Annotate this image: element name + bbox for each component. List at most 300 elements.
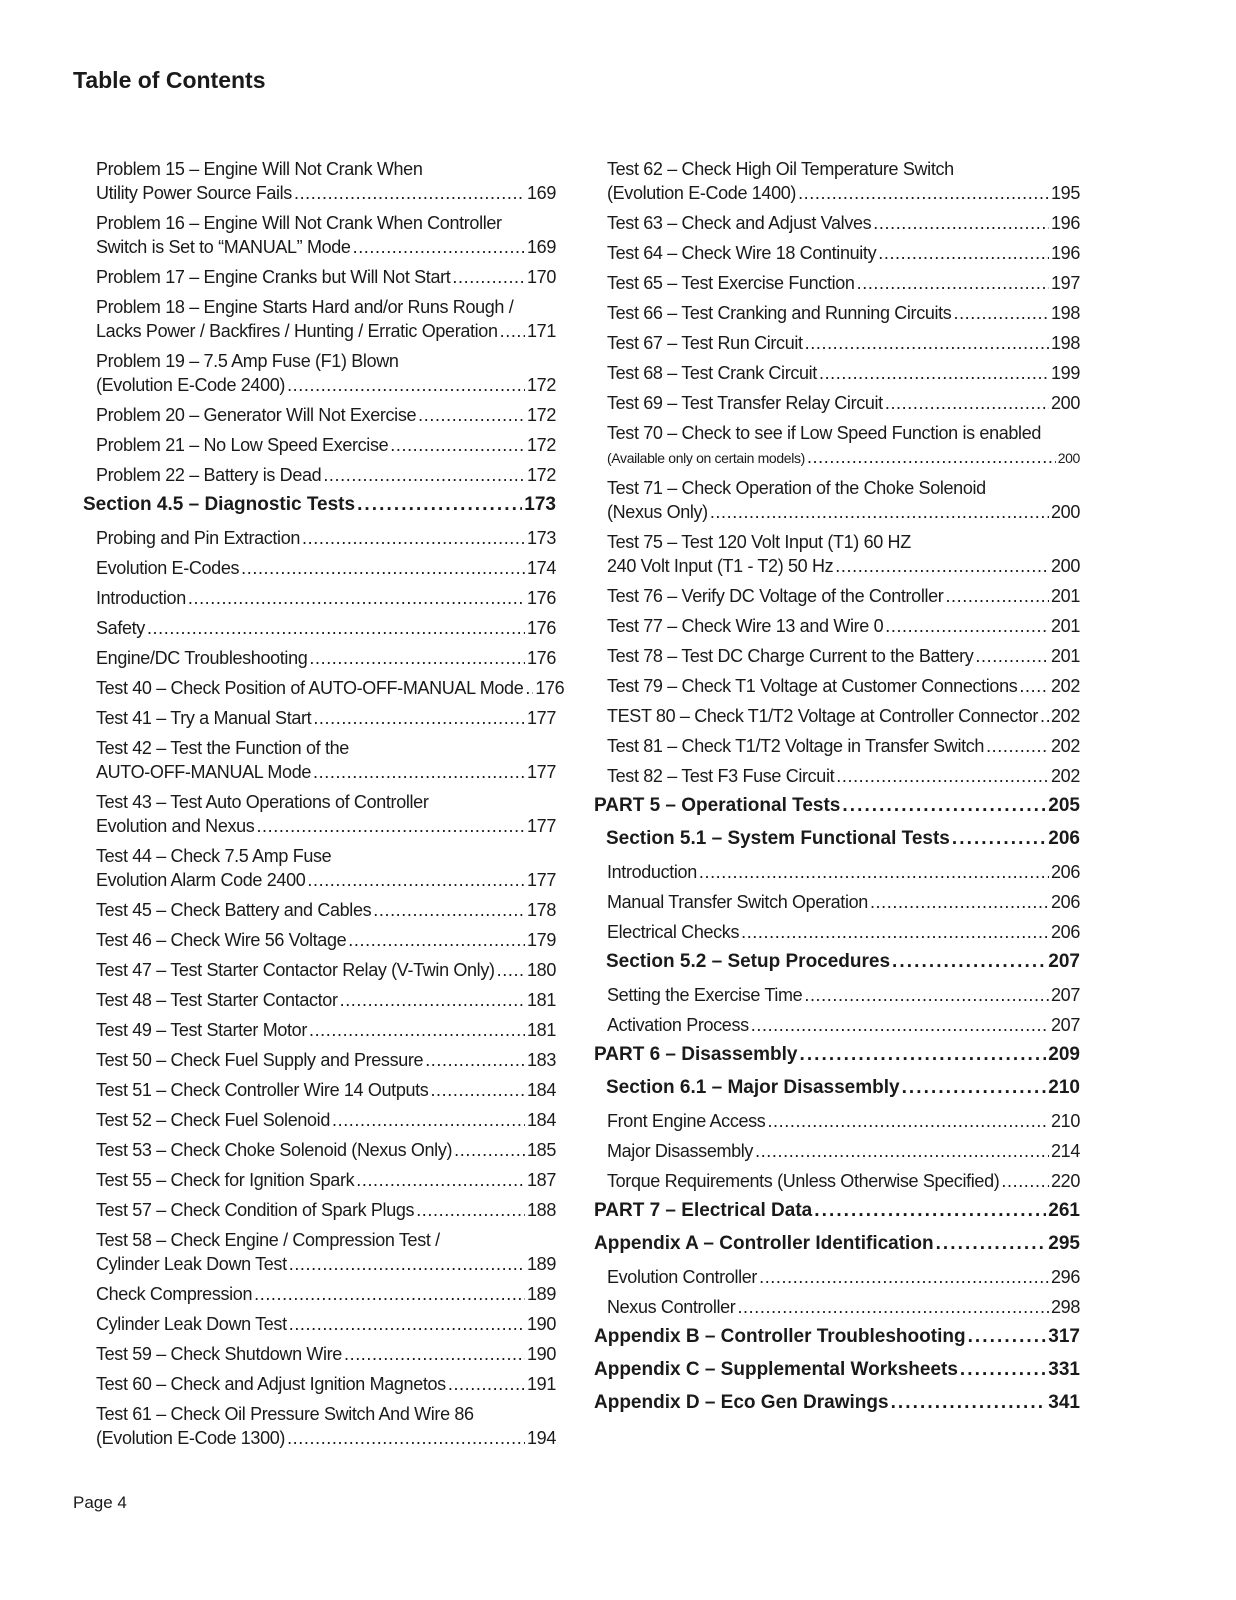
toc-entry-line <box>607 920 1080 944</box>
dot-leader <box>188 586 525 610</box>
toc-entry-title: Section 4.5 – Diagnostic Tests <box>83 494 356 515</box>
toc-page-number: 184 <box>527 1080 556 1100</box>
toc-page-number: 169 <box>527 237 556 257</box>
toc-page-number: 206 <box>1048 828 1080 849</box>
toc-entry[interactable] <box>83 616 556 640</box>
toc-page-number: 176 <box>527 648 556 668</box>
toc-page-number: 189 <box>527 1284 556 1304</box>
toc-page-number: 202 <box>1051 676 1080 696</box>
dot-leader <box>348 928 525 952</box>
dot-leader <box>294 181 525 205</box>
toc-page-number: 176 <box>527 588 556 608</box>
toc-entry-title: Test 50 – Check Fuel Supply and Pressure <box>96 1050 424 1070</box>
toc-entry-title-line: Test 42 – Test the Function of the <box>96 738 349 758</box>
toc-entry-line <box>96 958 556 982</box>
dot-leader <box>454 1138 525 1162</box>
dot-leader <box>945 584 1049 608</box>
toc-entry-title: Section 5.1 – System Functional Tests <box>606 828 950 849</box>
dot-leader <box>313 760 525 784</box>
toc-entry[interactable] <box>594 476 1080 524</box>
toc-entry[interactable] <box>594 421 1080 470</box>
toc-entry[interactable] <box>83 790 556 838</box>
toc-entry[interactable] <box>594 920 1080 944</box>
dot-leader <box>357 493 522 517</box>
toc-entry[interactable] <box>594 983 1080 1007</box>
toc-entry-line <box>594 1199 1080 1223</box>
toc-entry[interactable] <box>83 493 556 517</box>
toc-entry-line <box>607 764 1080 788</box>
dot-leader <box>373 898 525 922</box>
toc-entry-title: Test 55 – Check for Ignition Spark <box>96 1170 355 1190</box>
toc-entry[interactable] <box>83 556 556 580</box>
toc-entry-line <box>96 319 556 343</box>
dot-leader <box>241 556 525 580</box>
dot-leader <box>425 1048 525 1072</box>
toc-entry[interactable] <box>594 391 1080 415</box>
toc-page-number: 200 <box>1051 393 1080 413</box>
toc-entry[interactable] <box>594 584 1080 608</box>
toc-entry-title: Problem 22 – Battery is Dead <box>96 465 322 485</box>
toc-entry-line <box>96 706 556 730</box>
dot-leader <box>340 988 525 1012</box>
toc-page-number: 185 <box>527 1140 556 1160</box>
toc-entry[interactable] <box>83 676 565 700</box>
toc-entry-title: Switch is Set to “MANUAL” Mode <box>96 237 351 257</box>
toc-entry[interactable] <box>594 950 1080 974</box>
toc-entry[interactable] <box>83 157 556 205</box>
toc-entry[interactable] <box>594 1232 1080 1256</box>
dot-leader <box>332 1108 525 1132</box>
toc-entry-title-line: Problem 18 – Engine Starts Hard and/or Runs Rough / <box>96 297 514 317</box>
toc-entry-title: Test 57 – Check Condition of Spark Plugs <box>96 1200 415 1220</box>
toc-entry-title: Test 65 – Test Exercise Function <box>607 273 855 293</box>
toc-entry-title: Appendix B – Controller Troubleshooting <box>594 1326 966 1347</box>
toc-entry-line <box>607 1265 1080 1289</box>
toc-entry-line <box>607 983 1080 1007</box>
toc-page-number: 201 <box>1051 616 1080 636</box>
toc-entry-line <box>96 676 565 700</box>
toc-entry-title-line: Test 62 – Check High Oil Temperature Switch <box>607 159 954 179</box>
toc-entry-line <box>607 1013 1080 1037</box>
dot-leader <box>799 1043 1046 1067</box>
toc-entry-line <box>607 500 1080 524</box>
dot-leader <box>1040 704 1049 728</box>
toc-entry[interactable] <box>594 1139 1080 1163</box>
toc-entry-title: Lacks Power / Backfires / Hunting / Erratic Operation <box>96 321 498 341</box>
toc-entry-title: Test 82 – Test F3 Fuse Circuit <box>607 766 835 786</box>
toc-entry-title: Test 59 – Check Shutdown Wire <box>96 1344 342 1364</box>
toc-entry[interactable] <box>83 646 556 670</box>
dot-leader <box>892 950 1046 974</box>
toc-entry[interactable] <box>594 734 1080 758</box>
dot-leader <box>323 463 525 487</box>
dot-leader <box>254 1282 525 1306</box>
toc-entry[interactable] <box>83 1312 556 1336</box>
toc-entry-line <box>96 814 556 838</box>
dot-leader <box>873 211 1049 235</box>
toc-page-number: 220 <box>1051 1171 1080 1191</box>
toc-entry-line <box>96 988 556 1012</box>
toc-entry-line <box>96 1342 556 1366</box>
toc-entry-title: (Nexus Only) <box>607 502 708 522</box>
dot-leader <box>968 1325 1047 1349</box>
toc-entry-title: Evolution and Nexus <box>96 816 255 836</box>
toc-entry-line <box>96 760 556 784</box>
toc-entry-title: Introduction <box>96 588 186 608</box>
toc-entry-line <box>607 301 1080 325</box>
toc-entry-title: Test 45 – Check Battery and Cables <box>96 900 372 920</box>
toc-entry-line <box>594 794 1080 818</box>
toc-page-number: 206 <box>1051 862 1080 882</box>
toc-entry-line <box>606 1076 1080 1100</box>
toc-page-number: 187 <box>527 1170 556 1190</box>
toc-page-number: 197 <box>1051 273 1080 293</box>
toc-entry-title: Test 78 – Test DC Charge Current to the Battery <box>607 646 974 666</box>
dot-leader <box>356 1168 525 1192</box>
toc-entry[interactable] <box>83 211 556 259</box>
toc-entry-line <box>83 493 556 517</box>
toc-page-number: 202 <box>1051 766 1080 786</box>
dot-leader <box>751 1013 1049 1037</box>
toc-entry-title: Test 68 – Test Crank Circuit <box>607 363 817 383</box>
toc-entry-line <box>594 1391 1080 1415</box>
toc-entry[interactable] <box>594 1358 1080 1382</box>
toc-entry-title: Test 47 – Test Starter Contactor Relay (V-Twin Only) <box>96 960 495 980</box>
toc-entry-title: Safety <box>96 618 145 638</box>
dot-leader <box>416 1198 525 1222</box>
toc-entry-line <box>96 868 556 892</box>
toc-entry-title: (Evolution E-Code 2400) <box>96 375 286 395</box>
toc-entry-line <box>96 1426 556 1450</box>
toc-page-number: 179 <box>527 930 556 950</box>
toc-entry-title: Cylinder Leak Down Test <box>96 1314 287 1334</box>
toc-entry-line <box>96 373 556 397</box>
toc-page-number: 201 <box>1051 586 1080 606</box>
toc-entry[interactable] <box>83 1048 556 1072</box>
dot-leader <box>814 1199 1046 1223</box>
toc-entry-title: Evolution Controller <box>607 1267 758 1287</box>
toc-entry[interactable] <box>83 1108 556 1132</box>
dot-leader <box>960 1358 1046 1382</box>
toc-page-number: 169 <box>527 183 556 203</box>
toc-page-number: 181 <box>527 1020 556 1040</box>
toc-entry[interactable] <box>83 349 556 397</box>
toc-entry-title: Setting the Exercise Time <box>607 985 803 1005</box>
toc-entry-title-line: Problem 16 – Engine Will Not Crank When Controller <box>96 213 502 233</box>
toc-entry-line <box>607 331 1080 355</box>
dot-leader <box>448 1372 525 1396</box>
toc-entry-line <box>594 1043 1080 1067</box>
dot-leader <box>353 235 525 259</box>
dot-leader <box>835 554 1049 578</box>
toc-entry-line <box>96 556 556 580</box>
toc-entry[interactable] <box>83 1228 556 1276</box>
dot-leader <box>798 181 1049 205</box>
toc-entry-title: Utility Power Source Fails <box>96 183 292 203</box>
toc-entry-line <box>607 704 1080 728</box>
toc-entry[interactable] <box>594 674 1080 698</box>
toc-entry-title: Test 49 – Test Starter Motor <box>96 1020 307 1040</box>
toc-entry[interactable] <box>594 1199 1080 1223</box>
toc-entry-line <box>607 734 1080 758</box>
toc-entry-title: Test 46 – Check Wire 56 Voltage <box>96 930 347 950</box>
toc-page-number: 173 <box>527 528 556 548</box>
toc-entry[interactable] <box>83 928 556 952</box>
toc-entry[interactable] <box>594 644 1080 668</box>
toc-right-column <box>594 157 1080 1424</box>
toc-entry-title: Test 81 – Check T1/T2 Voltage in Transfer Switch <box>607 736 985 756</box>
toc-entry[interactable] <box>83 1018 556 1042</box>
toc-entry[interactable] <box>83 958 556 982</box>
toc-entry-line <box>607 584 1080 608</box>
toc-page-number: 177 <box>527 816 556 836</box>
toc-entry-line <box>607 554 1080 578</box>
toc-entry-line <box>96 1168 556 1192</box>
toc-entry[interactable] <box>594 271 1080 295</box>
dot-leader <box>452 265 525 289</box>
toc-entry-title: Evolution Alarm Code 2400 <box>96 870 306 890</box>
toc-page-number: 295 <box>1048 1233 1080 1254</box>
dot-leader <box>309 646 525 670</box>
toc-entry-title-line: Test 75 – Test 120 Volt Input (T1) 60 HZ <box>607 532 911 552</box>
toc-entry-title: Activation Process <box>607 1015 749 1035</box>
toc-entry[interactable] <box>83 295 556 343</box>
toc-page-number: 174 <box>527 558 556 578</box>
dot-leader <box>870 890 1049 914</box>
toc-page-number: 172 <box>527 405 556 425</box>
dot-leader <box>842 794 1046 818</box>
toc-entry-line <box>594 1325 1080 1349</box>
toc-entry[interactable] <box>594 890 1080 914</box>
toc-entry[interactable] <box>594 211 1080 235</box>
toc-entry-line <box>607 271 1080 295</box>
toc-entry-title-line: Test 43 – Test Auto Operations of Controller <box>96 792 429 812</box>
toc-entry-title: Electrical Checks <box>607 922 740 942</box>
toc-entry[interactable] <box>83 586 556 610</box>
toc-entry-title: Engine/DC Troubleshooting <box>96 648 308 668</box>
toc-page-number: 170 <box>527 267 556 287</box>
toc-entry-title: TEST 80 – Check T1/T2 Voltage at Controller Connector <box>607 706 1039 726</box>
dot-leader <box>256 814 525 838</box>
toc-entry-title-line: Test 61 – Check Oil Pressure Switch And Wire 86 <box>96 1404 474 1424</box>
toc-entry-title: Test 41 – Try a Manual Start <box>96 708 312 728</box>
toc-entry-line <box>96 1078 556 1102</box>
toc-entry-line <box>96 1108 556 1132</box>
toc-page-number: 198 <box>1051 303 1080 323</box>
toc-entry-title: (Evolution E-Code 1400) <box>607 183 797 203</box>
toc-entry-line <box>96 265 556 289</box>
page-number-footer: Page 4 <box>73 1493 127 1512</box>
toc-entry-line <box>607 890 1080 914</box>
toc-entry[interactable] <box>594 1043 1080 1067</box>
toc-entry-line <box>594 1358 1080 1382</box>
toc-page-number: 207 <box>1051 985 1080 1005</box>
toc-entry-line <box>96 616 556 640</box>
toc-entry-line <box>96 1018 556 1042</box>
toc-entry[interactable] <box>83 1372 556 1396</box>
toc-entry[interactable] <box>83 1168 556 1192</box>
toc-entry-title: Cylinder Leak Down Test <box>96 1254 287 1274</box>
toc-entry[interactable] <box>594 1169 1080 1193</box>
dot-leader <box>287 1426 525 1450</box>
dot-leader <box>497 958 525 982</box>
dot-leader <box>1019 674 1049 698</box>
page-title: Table of Contents <box>73 67 266 93</box>
toc-entry-line <box>96 928 556 952</box>
toc-entry[interactable] <box>594 860 1080 884</box>
toc-entry[interactable] <box>594 241 1080 265</box>
toc-page-number: 188 <box>527 1200 556 1220</box>
toc-entry-line <box>96 181 556 205</box>
toc-entry[interactable] <box>83 1138 556 1162</box>
toc-entry[interactable] <box>83 403 556 427</box>
toc-page-number: 198 <box>1051 333 1080 353</box>
toc-entry[interactable] <box>594 704 1080 728</box>
dot-leader <box>302 526 525 550</box>
dot-leader <box>975 644 1049 668</box>
toc-entry-line <box>594 1232 1080 1256</box>
toc-entry[interactable] <box>594 1391 1080 1415</box>
toc-entry-line <box>607 860 1080 884</box>
dot-leader <box>805 331 1049 355</box>
toc-page-number: 171 <box>527 321 556 341</box>
toc-page-number: 191 <box>527 1374 556 1394</box>
toc-entry-title-line: Test 70 – Check to see if Low Speed Function is enabled <box>607 423 1042 443</box>
dot-leader <box>289 1312 525 1336</box>
toc-page-number: 317 <box>1048 1326 1080 1347</box>
toc-entry-line <box>607 1295 1080 1319</box>
toc-entry-title: Appendix C – Supplemental Worksheets <box>594 1359 958 1380</box>
dot-leader <box>755 1139 1049 1163</box>
toc-entry-title: Nexus Controller <box>607 1297 736 1317</box>
toc-entry[interactable] <box>83 844 556 892</box>
dot-leader <box>885 391 1049 415</box>
dot-leader <box>878 241 1049 265</box>
toc-entry-title: Test 67 – Test Run Circuit <box>607 333 803 353</box>
toc-entry-title-line: Test 58 – Check Engine / Compression Test / <box>96 1230 440 1250</box>
toc-entry[interactable] <box>594 530 1080 578</box>
toc-entry-title: Test 40 – Check Position of AUTO-OFF-MANUAL Mode <box>96 678 524 698</box>
toc-entry[interactable] <box>83 988 556 1012</box>
toc-page-number: 205 <box>1048 795 1080 816</box>
toc-page-number: 200 <box>1051 502 1080 522</box>
toc-entry[interactable] <box>594 331 1080 355</box>
toc-entry-title: Test 66 – Test Cranking and Running Circuits <box>607 303 952 323</box>
toc-entry-line <box>96 1048 556 1072</box>
toc-entry[interactable] <box>594 301 1080 325</box>
toc-entry-title: Test 63 – Check and Adjust Valves <box>607 213 872 233</box>
toc-entry[interactable] <box>83 1402 556 1450</box>
toc-page-number: 200 <box>1051 556 1080 576</box>
toc-entry-title: Test 48 – Test Starter Contactor <box>96 990 338 1010</box>
dot-leader <box>699 860 1049 884</box>
toc-entry-title: Section 6.1 – Major Disassembly <box>606 1077 900 1098</box>
toc-entry[interactable] <box>594 1265 1080 1289</box>
dot-leader <box>710 500 1049 524</box>
toc-entry[interactable] <box>594 794 1080 818</box>
toc-entry[interactable] <box>83 1198 556 1222</box>
toc-entry-title: PART 7 – Electrical Data <box>594 1200 813 1221</box>
toc-entry[interactable] <box>83 1342 556 1366</box>
toc-entry[interactable] <box>83 706 556 730</box>
toc-entry-line <box>607 614 1080 638</box>
toc-entry-line <box>96 1198 556 1222</box>
toc-page-number: 190 <box>527 1314 556 1334</box>
toc-page-number: 202 <box>1051 736 1080 756</box>
toc-entry-title: AUTO-OFF-MANUAL Mode <box>96 762 312 782</box>
toc-entry-line <box>96 586 556 610</box>
toc-entry[interactable] <box>83 736 556 784</box>
toc-entry[interactable] <box>83 898 556 922</box>
dot-leader <box>807 445 1056 469</box>
toc-entry-title: Test 52 – Check Fuel Solenoid <box>96 1110 330 1130</box>
toc-entry-title: Appendix A – Controller Identification <box>594 1233 934 1254</box>
toc-entry-title: Check Compression <box>96 1284 253 1304</box>
toc-entry[interactable] <box>594 1013 1080 1037</box>
dot-leader <box>891 1391 1047 1415</box>
toc-entry[interactable] <box>594 764 1080 788</box>
toc-entry[interactable] <box>594 1109 1080 1133</box>
dot-leader <box>836 764 1049 788</box>
toc-entry[interactable] <box>594 1076 1080 1100</box>
toc-page-number: 177 <box>527 870 556 890</box>
toc-entry-line <box>607 1169 1080 1193</box>
toc-entry[interactable] <box>83 526 556 550</box>
toc-page-number: 178 <box>527 900 556 920</box>
toc-page-number: 183 <box>527 1050 556 1070</box>
toc-entry-title: Probing and Pin Extraction <box>96 528 301 548</box>
dot-leader <box>309 1018 525 1042</box>
dot-leader <box>759 1265 1049 1289</box>
toc-entry[interactable] <box>83 1078 556 1102</box>
toc-page-number: 189 <box>527 1254 556 1274</box>
toc-entry-title: 240 Volt Input (T1 - T2) 50 Hz <box>607 556 834 576</box>
toc-entry[interactable] <box>83 463 556 487</box>
toc-entry-title: Test 69 – Test Transfer Relay Circuit <box>607 393 883 413</box>
toc-entry[interactable] <box>594 1295 1080 1319</box>
dot-leader <box>289 1252 525 1276</box>
toc-entry[interactable] <box>594 1325 1080 1349</box>
toc-page-number: 184 <box>527 1110 556 1130</box>
toc-entry[interactable] <box>83 265 556 289</box>
toc-entry-line <box>607 181 1080 205</box>
toc-entry-title: Test 77 – Check Wire 13 and Wire 0 <box>607 616 884 636</box>
toc-entry-line <box>96 1312 556 1336</box>
toc-page-number: 210 <box>1048 1077 1080 1098</box>
toc-entry[interactable] <box>594 157 1080 205</box>
toc-entry[interactable] <box>594 827 1080 851</box>
toc-entry-title: Evolution E-Codes <box>96 558 240 578</box>
dot-leader <box>418 403 525 427</box>
toc-entry[interactable] <box>83 1282 556 1306</box>
toc-page-number: 214 <box>1051 1141 1080 1161</box>
toc-entry[interactable] <box>83 433 556 457</box>
toc-entry-title: (Available only on certain models) <box>607 450 805 466</box>
dot-leader <box>857 271 1049 295</box>
toc-entry-line <box>96 403 556 427</box>
toc-entry-line <box>606 827 1080 851</box>
toc-entry-title: Problem 21 – No Low Speed Exercise <box>96 435 389 455</box>
toc-entry-title: Test 60 – Check and Adjust Ignition Magnetos <box>96 1374 446 1394</box>
toc-page-number: 172 <box>527 465 556 485</box>
toc-entry-title: Test 53 – Check Choke Solenoid (Nexus Only) <box>96 1140 453 1160</box>
toc-entry[interactable] <box>594 614 1080 638</box>
toc-entry-title-line: Test 71 – Check Operation of the Choke Solenoid <box>607 478 986 498</box>
toc-page-number: 331 <box>1048 1359 1080 1380</box>
toc-entry-title: Appendix D – Eco Gen Drawings <box>594 1392 889 1413</box>
dot-leader <box>500 319 525 343</box>
toc-entry[interactable] <box>594 361 1080 385</box>
